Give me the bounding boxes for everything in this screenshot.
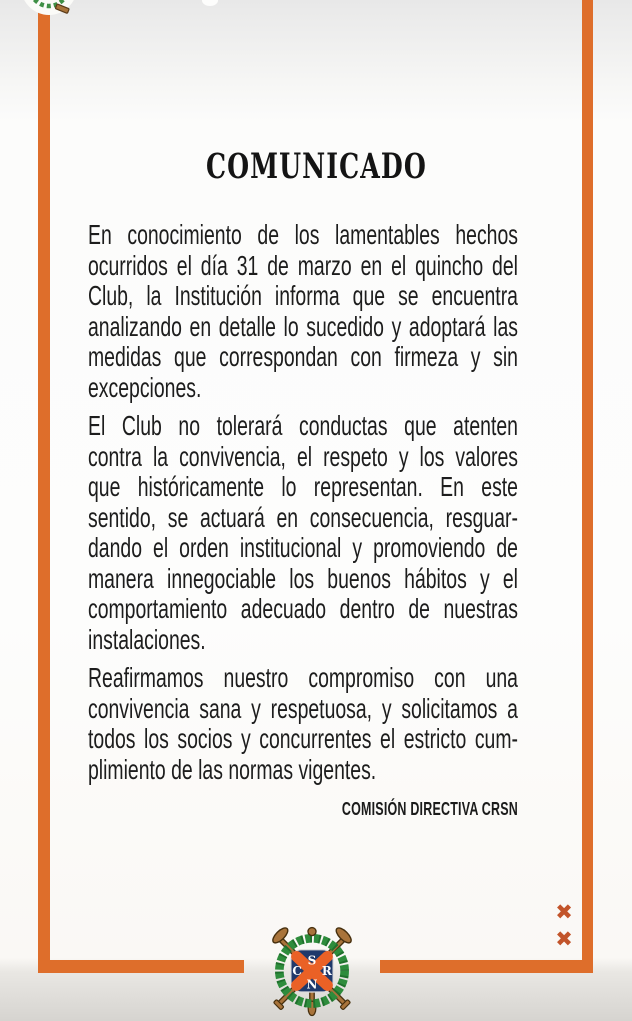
x-mark-icon: ✖	[555, 927, 573, 951]
title-row	[50, 146, 582, 187]
text-line: convivencia sana y respetuosa, y solicitamos a	[88, 692, 518, 724]
club-crest-icon	[264, 919, 360, 1019]
text-line: contra la convivencia, el respeto y los valores	[88, 440, 518, 472]
frame-border-bottom-right	[380, 960, 593, 973]
text-line: medidas que correspondan con firmeza y sin	[88, 341, 518, 372]
text-line: analizando en detalle lo sucedido y adoptará las	[88, 310, 518, 342]
text-line: sentido, se actuará en consecuencia, resguar-	[88, 501, 518, 533]
text-line: excepciones.	[88, 371, 202, 403]
paragraph	[88, 220, 518, 403]
body-paragraphs	[88, 220, 518, 785]
x-mark-icon: ✖	[555, 900, 573, 924]
crest-letter-n: N	[306, 977, 318, 992]
frame-border-bottom-left	[38, 960, 244, 973]
text-line: que históricamente lo representan. En este	[88, 471, 518, 502]
text-line: comportamiento adecuado dentro de nuestras	[88, 593, 518, 624]
paragraph	[88, 411, 518, 655]
text-line: El Club no tolerará conductas que atenten	[88, 410, 518, 441]
crest-letter-c: C	[292, 964, 302, 979]
body-text	[88, 220, 518, 820]
text-line: dando el orden institucional y promoviendo de	[88, 532, 518, 563]
text-line: Club, la Institución informa que se encuentra	[88, 280, 518, 311]
text-line: Reafirmamos nuestro compromiso con una	[88, 662, 518, 693]
text-line: todos los socios y concurrentes el estricto cum-	[88, 723, 518, 754]
signature: COMISIÓN DIRECTIVA CRSN	[341, 799, 518, 819]
text-line: En conocimiento de los lamentables hechos	[88, 219, 518, 250]
frame-border-left	[38, 0, 50, 973]
page-title: COMUNICADO	[205, 146, 427, 187]
text-line: ocurridos el día 31 de marzo en el quincho del	[88, 249, 518, 281]
crest-letter-r: R	[321, 964, 332, 979]
screen-artifact	[202, 0, 218, 6]
crest-letter-s: S	[307, 953, 317, 968]
paragraph	[88, 663, 518, 785]
club-crest-partial-icon	[12, 0, 86, 24]
frame-border-right	[582, 0, 593, 973]
text-line: instalaciones.	[88, 623, 206, 655]
text-line: plimiento de las normas vigentes.	[88, 753, 377, 785]
text-line: manera innegociable los buenos hábitos y el	[88, 562, 518, 594]
